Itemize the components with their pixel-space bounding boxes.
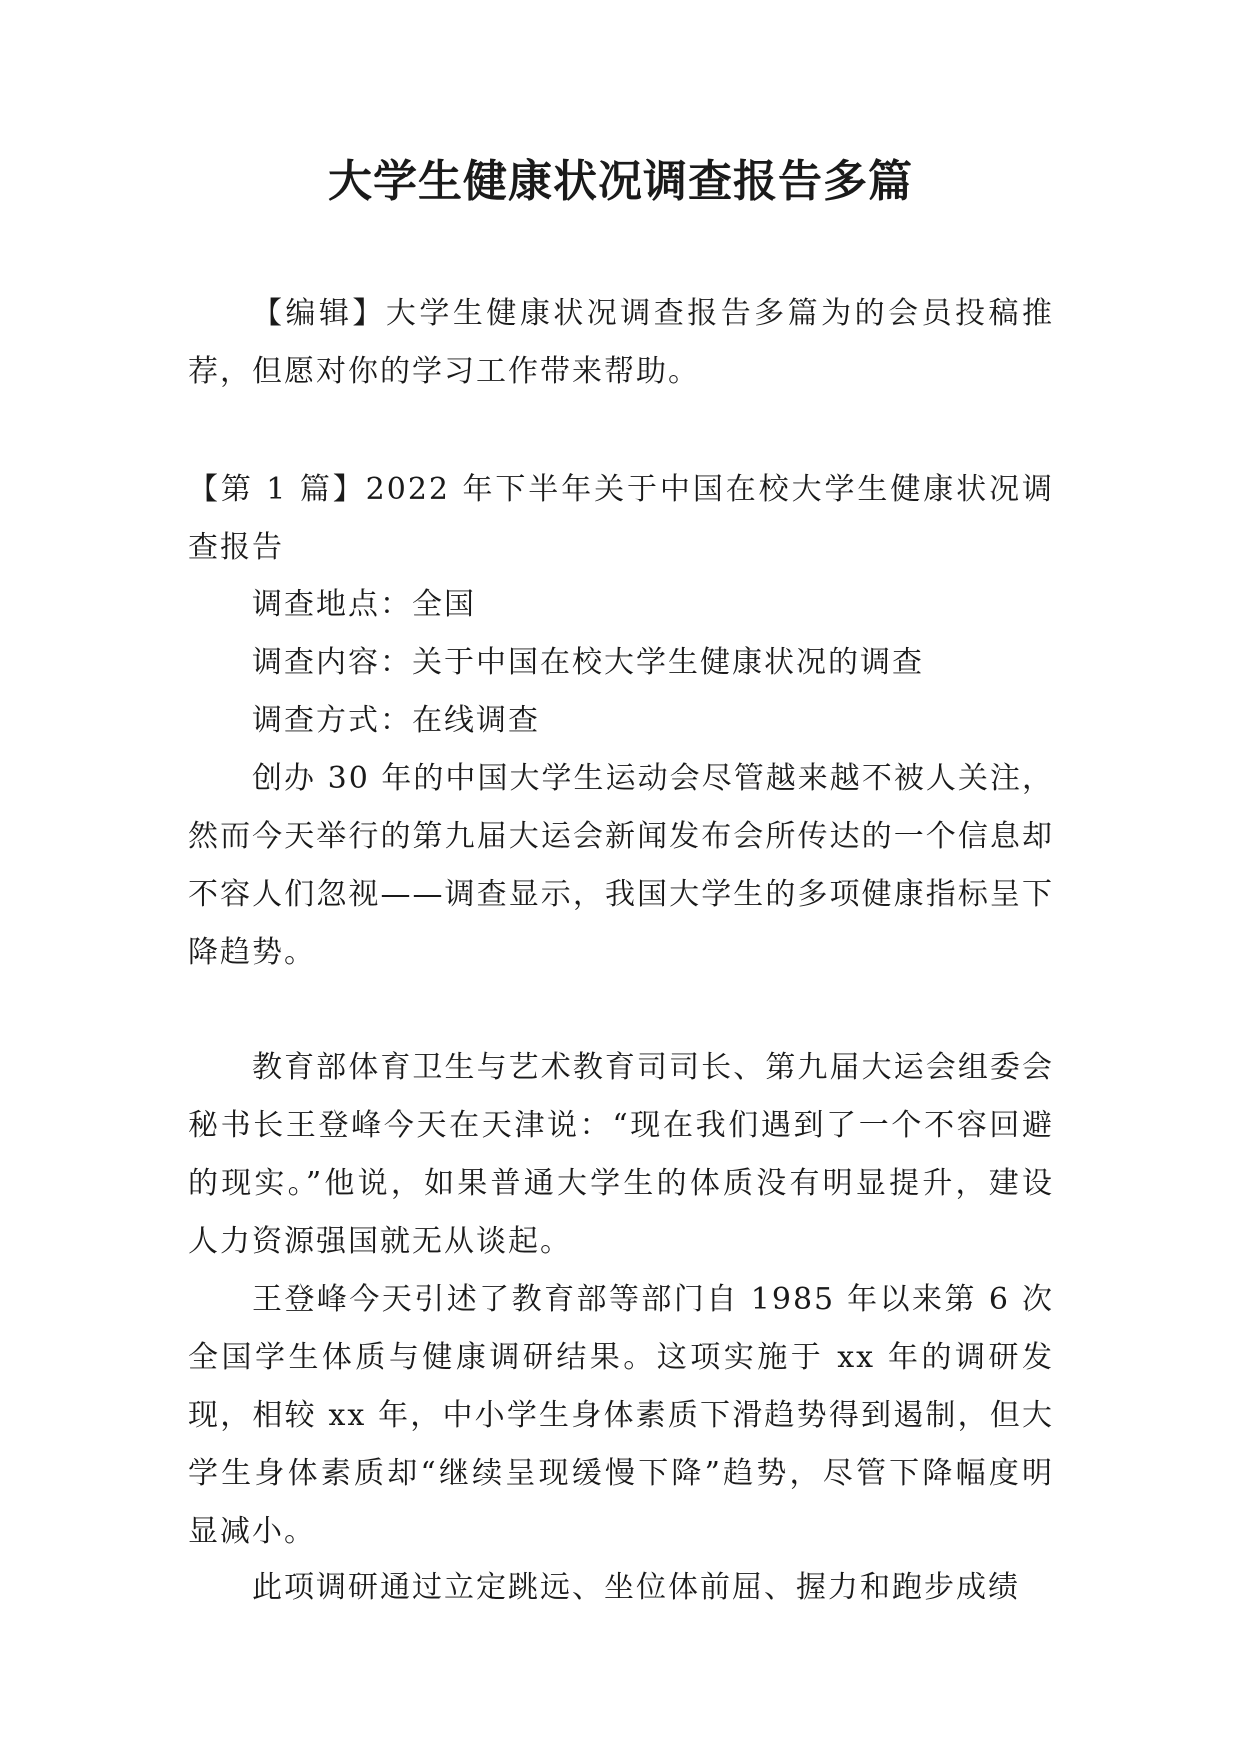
body-paragraph: 创办 30 年的中国大学生运动会尽管越来越不被人关注，然而今天举行的第九届大运会新闻发布会所传达的一个信息却不容人们忽视——调查显示，我国大学生的多项健康指标呈下降趋势。 bbox=[188, 761, 1054, 970]
survey-method: 调查方式：在线调查 bbox=[252, 703, 540, 738]
survey-location: 调查地点：全国 bbox=[252, 587, 476, 622]
part1-heading: 【第 1 篇】2022 年下半年关于中国在校大学生健康状况调查报告 bbox=[188, 472, 1054, 565]
intro-paragraph: 【编辑】大学生健康状况调查报告多篇为的会员投稿推荐，但愿对你的学习工作带来帮助。 bbox=[188, 296, 1054, 389]
survey-content: 调查内容：关于中国在校大学生健康状况的调查 bbox=[252, 645, 924, 680]
body-paragraph: 此项调研通过立定跳远、坐位体前屈、握力和跑步成绩 bbox=[252, 1570, 1020, 1605]
body-paragraph: 王登峰今天引述了教育部等部门自 1985 年以来第 6 次全国学生体质与健康调研结果。这项实施于 xx 年的调研发现，相较 xx 年，中小学生身体素质下滑趋势得到遏制，但大学生身体素质却“继续呈现缓慢下降”趋势，尽管下降幅度明显减小。 bbox=[188, 1282, 1054, 1549]
body-paragraph: 教育部体育卫生与艺术教育司司长、第九届大运会组委会秘书长王登峰今天在天津说：“现在我们遇到了一个不容回避的现实。”他说，如果普通大学生的体质没有明显提升，建设人力资源强国就无从谈起。 bbox=[188, 1050, 1054, 1259]
document-title: 大学生健康状况调查报告多篇 bbox=[328, 156, 913, 207]
